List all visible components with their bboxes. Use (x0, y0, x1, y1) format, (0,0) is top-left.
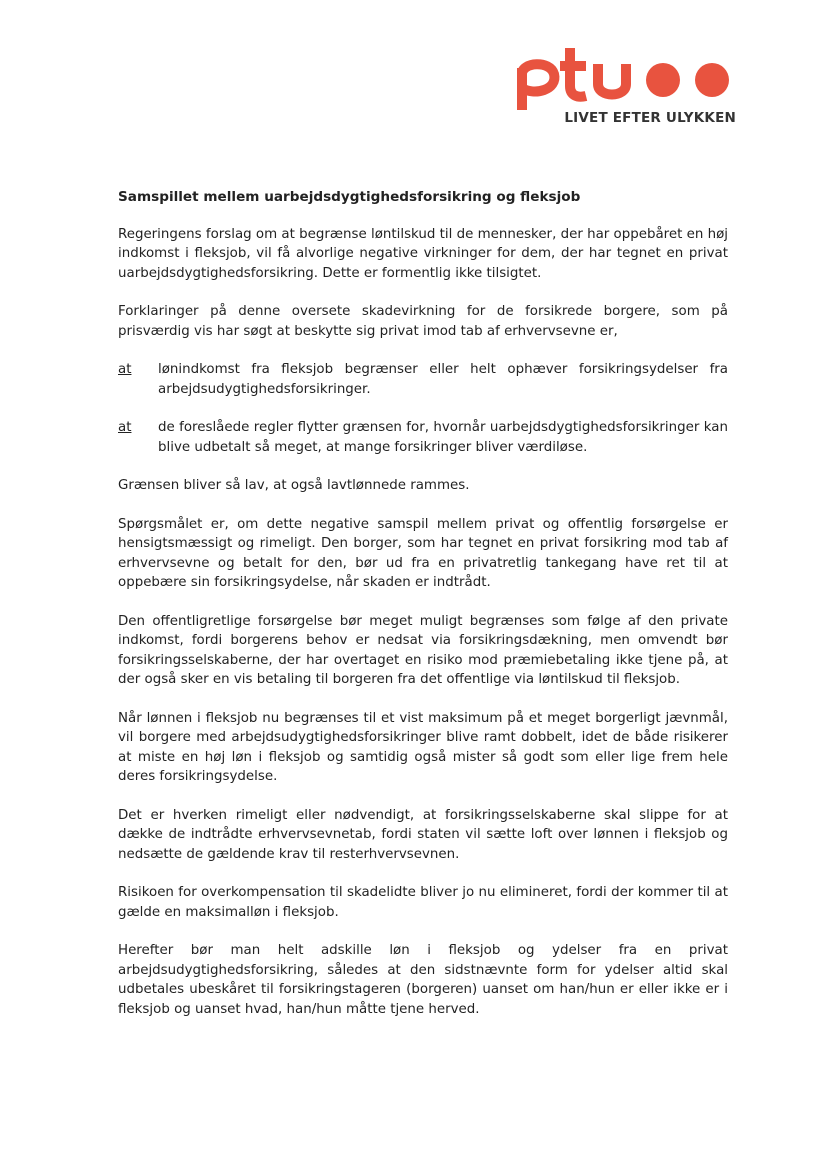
list-item (118, 418, 728, 457)
list-item-lead: at (118, 362, 132, 377)
list-item-text: de foreslåede regler flytter grænsen for, hvornår uarbejdsdygtighedsforsikringer kan blive udbetalt så meget, at mange forsikringer bliver værdiløse. (158, 420, 728, 455)
paragraph: Når lønnen i fleksjob nu begrænses til et vist maksimum på et meget borgerligt jævnmål, vil borgere med arbejdsudygtighedsforsikringer blive ramt dobbelt, idet de både risikerer at miste en høj løn i fleksjob og samtidig også mister så godt som eller lige frem hele deres forsikringsydelse. (118, 710, 728, 784)
paragraph: Grænsen bliver så lav, at også lavtlønnede rammes. (118, 478, 470, 493)
list-item-lead: at (118, 420, 132, 435)
paragraph: Det er hverken rimeligt eller nødvendigt, at forsikringsselskaberne skal slippe for at dække de indtrådte erhvervsevnetab, fordi staten vil sætte loft over lønnen i fleksjob og nedsætte de gældende krav til resterhvervsevnen. (118, 807, 728, 862)
list-item-text: lønindkomst fra fleksjob begrænser eller helt ophæver forsikringsydelser fra arbejdsudygtighedsforsikringer. (158, 362, 728, 397)
paragraph: Den offentligretlige forsørgelse bør meget muligt begrænses som følge af den private indkomst, fordi borgerens behov er nedsat via forsikringsdækning, men omvendt bør forsikringsselskaberne, der har overtaget en risiko mod præmiebetaling ikke tjene på, at der også sker en vis betaling til borgeren fra det offentlige via løntilskud til fleksjob. (118, 613, 728, 687)
paragraph: Forklaringer på denne oversete skadevirkning for de forsikrede borgere, som på prisværdig vis har søgt at beskytte sig privat imod tab af erhvervsevne er, (118, 304, 728, 339)
ptu-logo (514, 46, 736, 132)
paragraph: Spørgsmålet er, om dette negative samspil mellem privat og offentlig forsørgelse er hensigtsmæssigt og rimeligt. Den borger, som har tegnet en privat forsikring mod tab af erhvervsevne og betalt for den, bør ud fra en privatretlig tankegang have ret til at oppebære sin forsikringsydelse, når skaden er indtrådt. (118, 516, 728, 590)
list-item (118, 360, 728, 399)
letter-body (118, 188, 728, 1038)
paragraph: Regeringens forslag om at begrænse løntilskud til de mennesker, der har oppebåret en høj indkomst i fleksjob, vil få alvorlige negative virkninger for dem, der har tegnet en privat uarbejdsdygtighedsforsikring. Dette er formentlig ikke tilsigtet. (118, 226, 729, 281)
logo-tagline: LIVET EFTER ULYKKEN (564, 110, 736, 126)
document-title: Samspillet mellem uarbejdsdygtighedsforsikring og fleksjob (118, 189, 581, 205)
paragraph: Risikoen for overkompensation til skadelidte bliver jo nu elimineret, fordi der kommer til at gælde en maksimalløn i fleksjob. (118, 885, 728, 920)
paragraph: Herefter bør man helt adskille løn i fleksjob og ydelser fra en privat arbejdsudygtighedsforsikring, således at den sidstnævnte form for ydelser altid skal udbetales ubeskåret til forsikringstageren (borgeren) uanset om han/hun er eller ikke er i fleksjob og uanset hvad, han/hun måtte tjene herved. (118, 943, 728, 1017)
